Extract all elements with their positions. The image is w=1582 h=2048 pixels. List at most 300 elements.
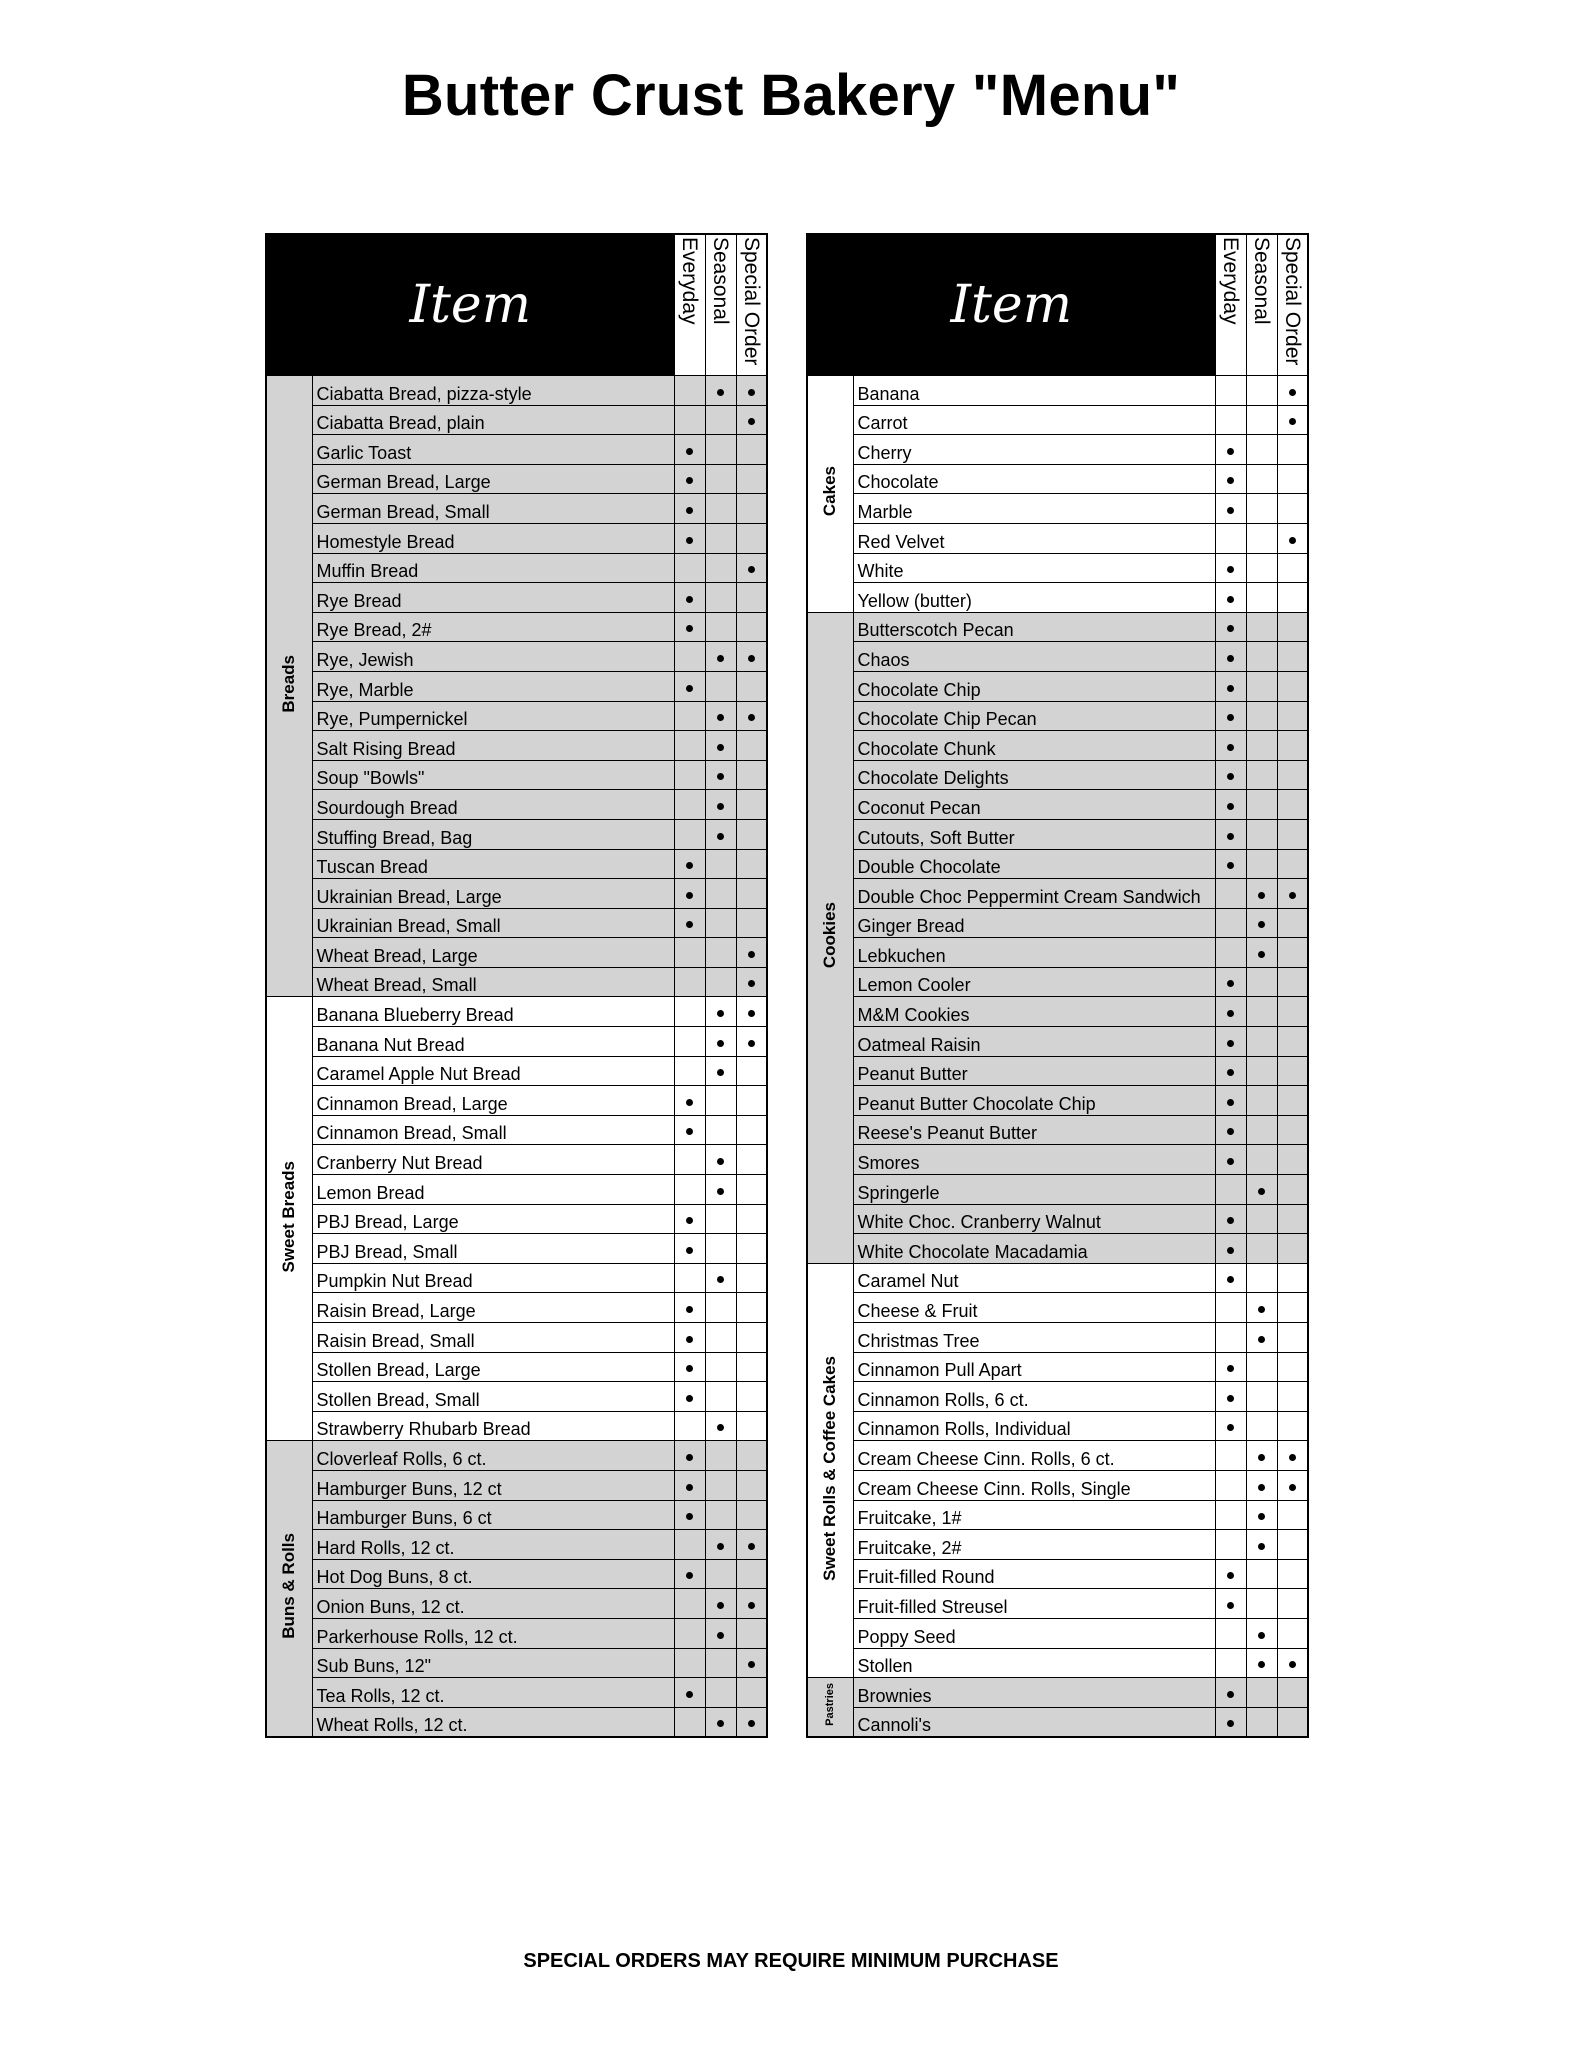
- everyday-mark-cell: [674, 1234, 705, 1264]
- table-row: [266, 405, 767, 435]
- item-name: Reese's Peanut Butter: [853, 1115, 1215, 1145]
- availability-dot-icon: [686, 1099, 693, 1106]
- availability-dot-icon: [1227, 862, 1234, 869]
- availability-dot-icon: [686, 1247, 693, 1254]
- item-name: Rye, Pumpernickel: [312, 701, 674, 731]
- item-name: Fruit-filled Streusel: [853, 1589, 1215, 1619]
- item-name: Cutouts, Soft Butter: [853, 819, 1215, 849]
- everyday-mark-cell: [1215, 760, 1246, 790]
- table-row: [807, 1411, 1308, 1441]
- everyday-mark-cell: [674, 1470, 705, 1500]
- seasonal-mark-cell: [705, 997, 736, 1027]
- item-name: Strawberry Rhubarb Bread: [312, 1411, 674, 1441]
- availability-dot-icon: [686, 1484, 693, 1491]
- special-order-mark-cell: [736, 376, 767, 406]
- item-name: Cinnamon Pull Apart: [853, 1352, 1215, 1382]
- availability-dot-icon: [717, 1602, 724, 1609]
- item-name: Fruitcake, 1#: [853, 1500, 1215, 1530]
- special-order-mark-cell: [736, 1115, 767, 1145]
- item-name: Hard Rolls, 12 ct.: [312, 1530, 674, 1560]
- special-order-mark-cell: [736, 1293, 767, 1323]
- availability-dot-icon: [686, 1365, 693, 1372]
- availability-dot-icon: [686, 596, 693, 603]
- seasonal-mark-cell: [1246, 760, 1277, 790]
- table-row: [807, 376, 1308, 406]
- everyday-mark-cell: [1215, 435, 1246, 465]
- seasonal-mark-cell: [1246, 405, 1277, 435]
- table-row: [807, 1352, 1308, 1382]
- seasonal-mark-cell: [705, 642, 736, 672]
- everyday-mark-cell: [674, 1678, 705, 1708]
- seasonal-mark-cell: [1246, 1293, 1277, 1323]
- item-name: Chocolate: [853, 464, 1215, 494]
- everyday-mark-cell: [674, 1263, 705, 1293]
- seasonal-mark-cell: [1246, 1115, 1277, 1145]
- availability-dot-icon: [717, 1276, 724, 1283]
- availability-dot-icon: [1227, 625, 1234, 632]
- item-name: White Choc. Cranberry Walnut: [853, 1204, 1215, 1234]
- table-row: [266, 1382, 767, 1412]
- everyday-mark-cell: [1215, 464, 1246, 494]
- everyday-mark-cell: [1215, 1470, 1246, 1500]
- availability-dot-icon: [1258, 1484, 1265, 1491]
- availability-dot-icon: [1258, 951, 1265, 958]
- table-row: [266, 1530, 767, 1560]
- item-name: Garlic Toast: [312, 435, 674, 465]
- availability-dot-icon: [748, 1543, 755, 1550]
- availability-dot-icon: [1227, 507, 1234, 514]
- seasonal-column-header: Seasonal: [1246, 234, 1277, 376]
- everyday-mark-cell: [674, 1323, 705, 1353]
- everyday-mark-cell: [674, 1500, 705, 1530]
- item-name: Banana Blueberry Bread: [312, 997, 674, 1027]
- table-row: [807, 1648, 1308, 1678]
- item-name: Ciabatta Bread, plain: [312, 405, 674, 435]
- category-label: Breads: [279, 654, 299, 713]
- seasonal-mark-cell: [1246, 1382, 1277, 1412]
- special-order-mark-cell: [1277, 701, 1308, 731]
- everyday-mark-cell: [1215, 1234, 1246, 1264]
- table-row: [266, 1175, 767, 1205]
- availability-dot-icon: [1227, 803, 1234, 810]
- item-name: PBJ Bread, Small: [312, 1234, 674, 1264]
- availability-dot-icon: [686, 685, 693, 692]
- everyday-mark-cell: [1215, 1263, 1246, 1293]
- item-name: Stuffing Bread, Bag: [312, 819, 674, 849]
- special-order-mark-cell: [736, 1648, 767, 1678]
- everyday-mark-cell: [1215, 1204, 1246, 1234]
- table-row: [266, 464, 767, 494]
- availability-dot-icon: [748, 418, 755, 425]
- table-row: [266, 760, 767, 790]
- availability-dot-icon: [686, 1336, 693, 1343]
- item-name: Rye Bread: [312, 583, 674, 613]
- special-order-mark-cell: [736, 1145, 767, 1175]
- table-row: [807, 1678, 1308, 1708]
- item-column-header: Item: [807, 234, 1215, 376]
- special-order-mark-cell: [736, 1086, 767, 1116]
- availability-dot-icon: [686, 1395, 693, 1402]
- special-order-mark-cell: [1277, 1382, 1308, 1412]
- special-order-mark-cell: [736, 1618, 767, 1648]
- everyday-mark-cell: [674, 671, 705, 701]
- special-order-mark-cell: [736, 1263, 767, 1293]
- everyday-mark-cell: [1215, 1559, 1246, 1589]
- item-name: Cinnamon Bread, Small: [312, 1115, 674, 1145]
- item-name: Stollen Bread, Small: [312, 1382, 674, 1412]
- everyday-mark-cell: [674, 731, 705, 761]
- item-name: Stollen: [853, 1648, 1215, 1678]
- seasonal-mark-cell: [1246, 523, 1277, 553]
- availability-dot-icon: [748, 566, 755, 573]
- everyday-mark-cell: [674, 1589, 705, 1619]
- special-order-mark-cell: [1277, 435, 1308, 465]
- item-name: Ukrainian Bread, Large: [312, 879, 674, 909]
- item-name: Fruitcake, 2#: [853, 1530, 1215, 1560]
- table-row: [807, 1559, 1308, 1589]
- item-name: Homestyle Bread: [312, 523, 674, 553]
- item-name: Cream Cheese Cinn. Rolls, Single: [853, 1470, 1215, 1500]
- table-row: [807, 1027, 1308, 1057]
- everyday-mark-cell: [674, 1559, 705, 1589]
- category-cell: [266, 1441, 312, 1737]
- special-order-column-header: Special Order: [736, 234, 767, 376]
- seasonal-mark-cell: [705, 938, 736, 968]
- availability-dot-icon: [1258, 921, 1265, 928]
- everyday-mark-cell: [1215, 553, 1246, 583]
- special-order-mark-cell: [1277, 1411, 1308, 1441]
- item-name: Red Velvet: [853, 523, 1215, 553]
- category-label: Sweet Breads: [279, 1160, 299, 1273]
- everyday-mark-cell: [674, 1115, 705, 1145]
- special-order-mark-cell: [1277, 849, 1308, 879]
- seasonal-mark-cell: [705, 1648, 736, 1678]
- special-order-mark-cell: [736, 1056, 767, 1086]
- table-row: [807, 405, 1308, 435]
- seasonal-mark-cell: [705, 1500, 736, 1530]
- availability-dot-icon: [686, 862, 693, 869]
- seasonal-mark-cell: [705, 1293, 736, 1323]
- category-cell: [807, 1678, 853, 1738]
- item-name: Cinnamon Rolls, Individual: [853, 1411, 1215, 1441]
- special-order-mark-cell: [736, 612, 767, 642]
- seasonal-mark-cell: [705, 1145, 736, 1175]
- seasonal-mark-cell: [1246, 1145, 1277, 1175]
- special-order-mark-cell: [736, 1352, 767, 1382]
- item-name: Sub Buns, 12": [312, 1648, 674, 1678]
- item-name: Wheat Bread, Small: [312, 967, 674, 997]
- seasonal-mark-cell: [705, 1470, 736, 1500]
- item-name: Hot Dog Buns, 8 ct.: [312, 1559, 674, 1589]
- item-name: White Chocolate Macadamia: [853, 1234, 1215, 1264]
- everyday-mark-cell: [674, 583, 705, 613]
- item-name: Sourdough Bread: [312, 790, 674, 820]
- table-row: [266, 1707, 767, 1737]
- table-row: [266, 731, 767, 761]
- category-cell: [807, 612, 853, 1263]
- table-row: [266, 701, 767, 731]
- table-row: [807, 760, 1308, 790]
- item-name: Peanut Butter Chocolate Chip: [853, 1086, 1215, 1116]
- availability-dot-icon: [1227, 1276, 1234, 1283]
- seasonal-mark-cell: [705, 494, 736, 524]
- special-order-mark-cell: [1277, 671, 1308, 701]
- table-row: [266, 1500, 767, 1530]
- special-order-mark-cell: [1277, 967, 1308, 997]
- special-order-mark-cell: [1277, 1618, 1308, 1648]
- table-row: [807, 1056, 1308, 1086]
- seasonal-mark-cell: [1246, 553, 1277, 583]
- special-order-mark-cell: [736, 1707, 767, 1737]
- item-name: Chocolate Chunk: [853, 731, 1215, 761]
- item-name: White: [853, 553, 1215, 583]
- seasonal-mark-cell: [1246, 671, 1277, 701]
- seasonal-mark-cell: [705, 967, 736, 997]
- everyday-mark-cell: [1215, 967, 1246, 997]
- everyday-mark-cell: [1215, 819, 1246, 849]
- availability-dot-icon: [1227, 1720, 1234, 1727]
- special-order-mark-cell: [736, 1589, 767, 1619]
- availability-dot-icon: [1289, 892, 1296, 899]
- seasonal-mark-cell: [705, 612, 736, 642]
- table-row: [807, 435, 1308, 465]
- table-row: [807, 642, 1308, 672]
- availability-dot-icon: [1258, 1306, 1265, 1313]
- everyday-mark-cell: [674, 938, 705, 968]
- everyday-mark-cell: [674, 376, 705, 406]
- item-name: Hamburger Buns, 12 ct: [312, 1470, 674, 1500]
- availability-dot-icon: [717, 389, 724, 396]
- item-name: Banana Nut Bread: [312, 1027, 674, 1057]
- availability-dot-icon: [1258, 1336, 1265, 1343]
- table-row: [266, 435, 767, 465]
- item-name: Wheat Rolls, 12 ct.: [312, 1707, 674, 1737]
- availability-dot-icon: [717, 1158, 724, 1165]
- special-order-mark-cell: [1277, 1115, 1308, 1145]
- everyday-mark-cell: [674, 1707, 705, 1737]
- table-row: [807, 1175, 1308, 1205]
- item-name: Caramel Nut: [853, 1263, 1215, 1293]
- availability-dot-icon: [717, 655, 724, 662]
- availability-dot-icon: [748, 951, 755, 958]
- everyday-mark-cell: [1215, 1648, 1246, 1678]
- seasonal-mark-cell: [1246, 1500, 1277, 1530]
- item-name: Lemon Bread: [312, 1175, 674, 1205]
- item-name: Soup "Bowls": [312, 760, 674, 790]
- item-name: Raisin Bread, Large: [312, 1293, 674, 1323]
- table-row: [807, 997, 1308, 1027]
- table-header-row: [266, 234, 767, 376]
- special-order-mark-cell: [1277, 938, 1308, 968]
- everyday-mark-cell: [1215, 1382, 1246, 1412]
- everyday-mark-cell: [1215, 1056, 1246, 1086]
- item-name: Double Chocolate: [853, 849, 1215, 879]
- table-row: [807, 1234, 1308, 1264]
- special-order-mark-cell: [736, 583, 767, 613]
- availability-dot-icon: [1227, 833, 1234, 840]
- special-order-mark-cell: [736, 1530, 767, 1560]
- special-order-mark-cell: [736, 1678, 767, 1708]
- category-label: Buns & Rolls: [279, 1533, 299, 1640]
- seasonal-mark-cell: [1246, 1678, 1277, 1708]
- table-row: [266, 819, 767, 849]
- category-cell: [807, 1263, 853, 1677]
- availability-dot-icon: [1227, 1099, 1234, 1106]
- item-name: Raisin Bread, Small: [312, 1323, 674, 1353]
- everyday-mark-cell: [674, 790, 705, 820]
- seasonal-mark-cell: [705, 790, 736, 820]
- availability-dot-icon: [1227, 477, 1234, 484]
- table-row: [266, 642, 767, 672]
- seasonal-mark-cell: [1246, 849, 1277, 879]
- availability-dot-icon: [1227, 773, 1234, 780]
- seasonal-mark-cell: [705, 671, 736, 701]
- seasonal-column-header: Seasonal: [705, 234, 736, 376]
- table-row: [266, 1056, 767, 1086]
- availability-dot-icon: [1258, 1632, 1265, 1639]
- availability-dot-icon: [748, 714, 755, 721]
- seasonal-mark-cell: [1246, 464, 1277, 494]
- availability-dot-icon: [1227, 1572, 1234, 1579]
- item-name: Salt Rising Bread: [312, 731, 674, 761]
- everyday-mark-cell: [674, 1530, 705, 1560]
- seasonal-mark-cell: [705, 583, 736, 613]
- seasonal-mark-cell: [1246, 612, 1277, 642]
- seasonal-mark-cell: [1246, 1411, 1277, 1441]
- item-name: Wheat Bread, Large: [312, 938, 674, 968]
- table-row: [807, 731, 1308, 761]
- everyday-mark-cell: [674, 464, 705, 494]
- everyday-mark-cell: [1215, 1323, 1246, 1353]
- table-row: [807, 494, 1308, 524]
- table-row: [266, 376, 767, 406]
- table-row: [266, 1352, 767, 1382]
- special-order-mark-cell: [736, 1323, 767, 1353]
- special-order-mark-cell: [1277, 642, 1308, 672]
- item-name: Coconut Pecan: [853, 790, 1215, 820]
- everyday-mark-cell: [1215, 1175, 1246, 1205]
- seasonal-mark-cell: [1246, 1234, 1277, 1264]
- item-name: Cloverleaf Rolls, 6 ct.: [312, 1441, 674, 1471]
- table-row: [266, 671, 767, 701]
- special-order-mark-cell: [1277, 464, 1308, 494]
- everyday-mark-cell: [1215, 494, 1246, 524]
- availability-dot-icon: [686, 537, 693, 544]
- item-name: Carrot: [853, 405, 1215, 435]
- everyday-mark-cell: [1215, 1293, 1246, 1323]
- availability-dot-icon: [717, 1188, 724, 1195]
- everyday-mark-cell: [1215, 612, 1246, 642]
- table-row: [266, 967, 767, 997]
- item-name: Double Choc Peppermint Cream Sandwich: [853, 879, 1215, 909]
- menu-table-right: [806, 233, 1309, 1738]
- item-column-header: Item: [266, 234, 674, 376]
- everyday-mark-cell: [674, 1352, 705, 1382]
- special-order-mark-cell: [1277, 1559, 1308, 1589]
- table-row: [266, 1441, 767, 1471]
- table-row: [807, 819, 1308, 849]
- special-order-mark-cell: [1277, 523, 1308, 553]
- category-label: Sweet Rolls & Coffee Cakes: [820, 1355, 840, 1581]
- availability-dot-icon: [1227, 1040, 1234, 1047]
- special-order-mark-cell: [1277, 1500, 1308, 1530]
- table-row: [807, 612, 1308, 642]
- availability-dot-icon: [1227, 1010, 1234, 1017]
- everyday-mark-cell: [674, 1027, 705, 1057]
- table-row: [807, 583, 1308, 613]
- seasonal-mark-cell: [705, 1530, 736, 1560]
- special-order-mark-cell: [736, 1204, 767, 1234]
- seasonal-mark-cell: [705, 1056, 736, 1086]
- seasonal-mark-cell: [1246, 1263, 1277, 1293]
- seasonal-mark-cell: [705, 1115, 736, 1145]
- everyday-mark-cell: [674, 819, 705, 849]
- everyday-mark-cell: [1215, 1115, 1246, 1145]
- category-cell: [266, 997, 312, 1441]
- special-order-mark-cell: [1277, 494, 1308, 524]
- seasonal-mark-cell: [705, 1441, 736, 1471]
- everyday-mark-cell: [674, 1382, 705, 1412]
- seasonal-mark-cell: [1246, 938, 1277, 968]
- special-order-mark-cell: [1277, 376, 1308, 406]
- everyday-mark-cell: [674, 849, 705, 879]
- availability-dot-icon: [717, 1040, 724, 1047]
- table-row: [807, 1263, 1308, 1293]
- table-row: [266, 938, 767, 968]
- table-row: [266, 1086, 767, 1116]
- special-order-column-header: Special Order: [1277, 234, 1308, 376]
- table-row: [266, 1559, 767, 1589]
- availability-dot-icon: [1227, 685, 1234, 692]
- special-order-mark-cell: [736, 1500, 767, 1530]
- special-order-mark-cell: [1277, 1530, 1308, 1560]
- availability-dot-icon: [1258, 892, 1265, 899]
- everyday-mark-cell: [1215, 1027, 1246, 1057]
- seasonal-mark-cell: [1246, 1027, 1277, 1057]
- special-order-mark-cell: [736, 405, 767, 435]
- item-name: Cinnamon Bread, Large: [312, 1086, 674, 1116]
- special-order-mark-cell: [736, 1411, 767, 1441]
- item-name: Cranberry Nut Bread: [312, 1145, 674, 1175]
- availability-dot-icon: [1227, 566, 1234, 573]
- availability-dot-icon: [1227, 1128, 1234, 1135]
- table-row: [266, 1204, 767, 1234]
- special-order-mark-cell: [1277, 1470, 1308, 1500]
- availability-dot-icon: [1227, 1395, 1234, 1402]
- availability-dot-icon: [686, 892, 693, 899]
- special-order-mark-cell: [736, 642, 767, 672]
- seasonal-mark-cell: [1246, 1618, 1277, 1648]
- seasonal-mark-cell: [705, 1204, 736, 1234]
- availability-dot-icon: [717, 1069, 724, 1076]
- seasonal-mark-cell: [1246, 701, 1277, 731]
- availability-dot-icon: [1227, 596, 1234, 603]
- table-row: [266, 1323, 767, 1353]
- table-row: [807, 879, 1308, 909]
- everyday-mark-cell: [1215, 701, 1246, 731]
- item-name: Rye, Marble: [312, 671, 674, 701]
- everyday-mark-cell: [674, 405, 705, 435]
- everyday-mark-cell: [674, 967, 705, 997]
- table-row: [266, 1648, 767, 1678]
- seasonal-mark-cell: [705, 523, 736, 553]
- availability-dot-icon: [1227, 744, 1234, 751]
- availability-dot-icon: [686, 1306, 693, 1313]
- seasonal-mark-cell: [705, 405, 736, 435]
- seasonal-mark-cell: [1246, 1204, 1277, 1234]
- availability-dot-icon: [1289, 389, 1296, 396]
- special-order-mark-cell: [736, 671, 767, 701]
